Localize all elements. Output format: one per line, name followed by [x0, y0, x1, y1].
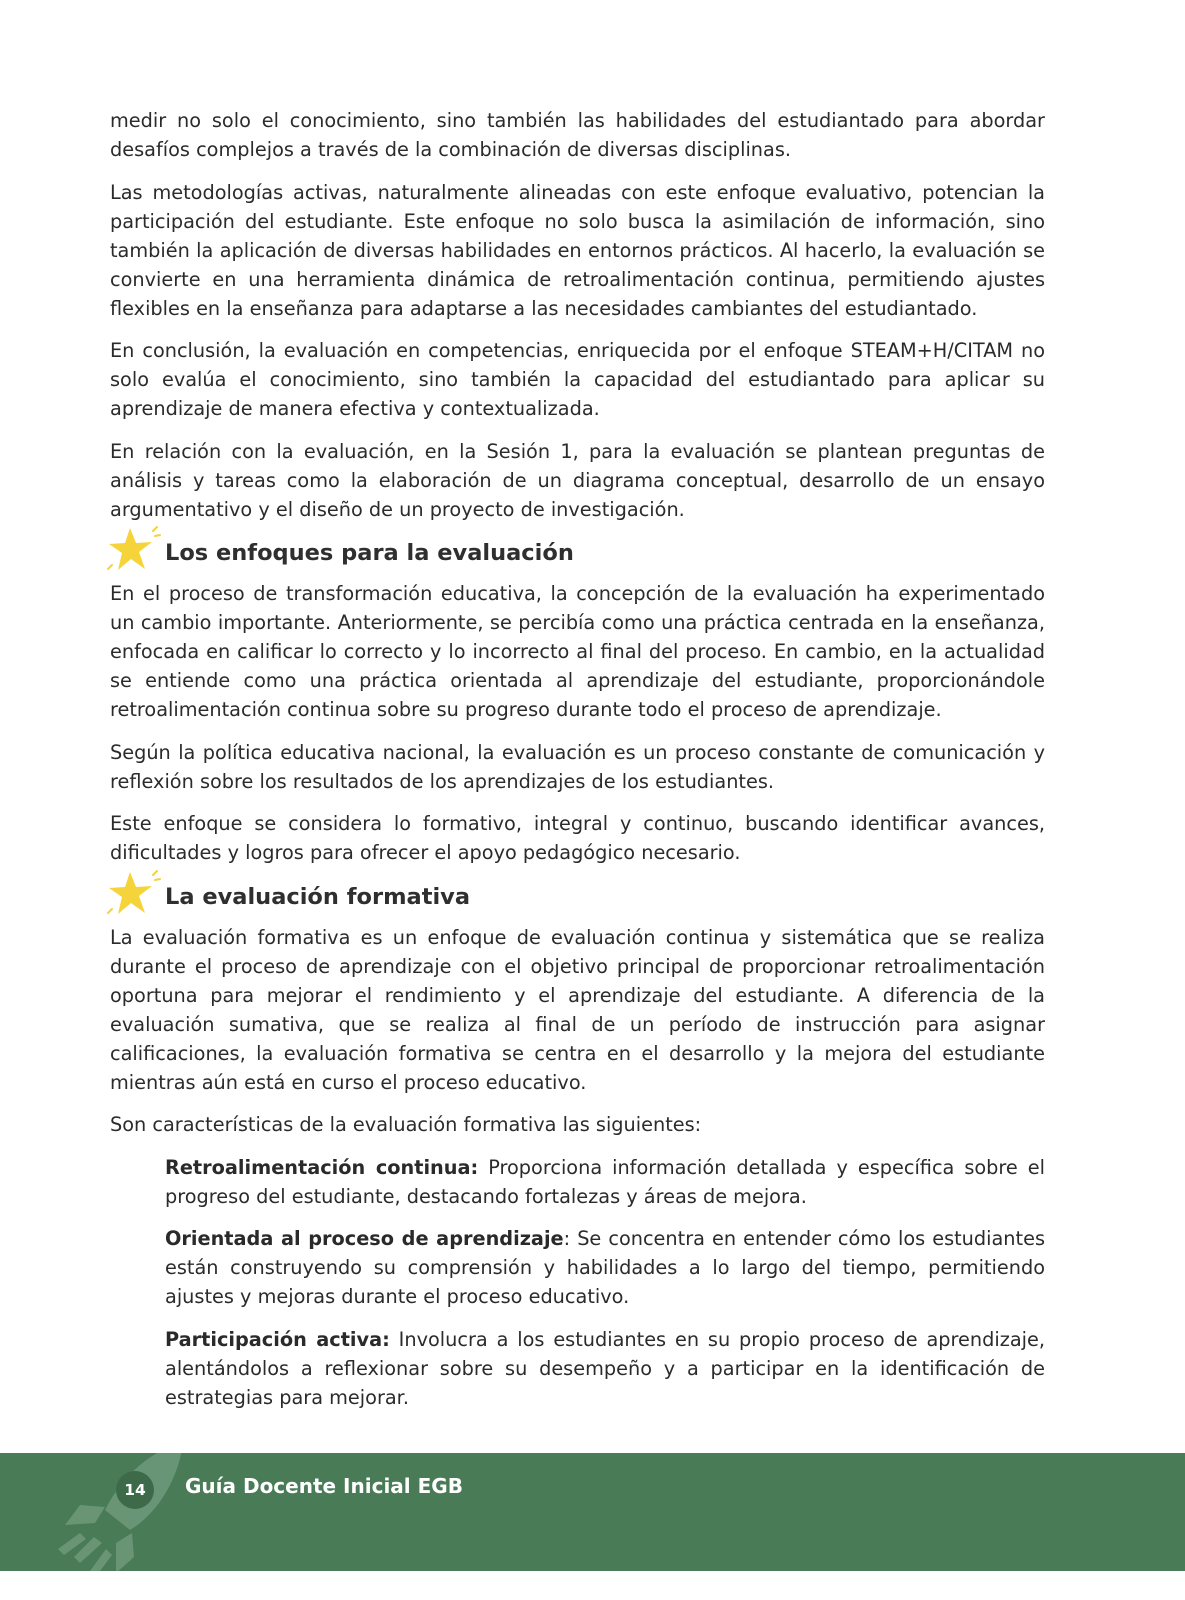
list-item-term: Participación activa:	[165, 1327, 390, 1351]
page-number: 14	[116, 1471, 154, 1509]
list-item-text: Proporciona información detallada y específica sobre el progreso del estudiante, destacando fortalezas y áreas de mejora.	[165, 1155, 1045, 1208]
section-heading-formativa	[110, 879, 1045, 915]
paragraph: Son características de la evaluación formativa las siguientes:	[110, 1113, 702, 1136]
list-item	[165, 1153, 1045, 1211]
star-icon	[106, 869, 162, 923]
list-item-term: Orientada al proceso de aprendizaje	[165, 1227, 564, 1250]
section-title: La evaluación formativa	[165, 883, 471, 910]
list-item-term: Retroalimentación continua:	[165, 1155, 479, 1179]
paragraph: La evaluación formativa es un enfoque de evaluación continua y sistemática que se realiza durante el proceso de aprendizaje con el objetivo principal de proporcionar retroalimentación oportuna para mejorar el rendimiento y el aprendizaje del estudiante. A diferencia de la evaluación sumativa, que se realiza al final de un período de instrucción para asignar calificaciones, la evaluación formativa se centra en el desarrollo y la mejora del estudiante mientras aún está en curso el proceso educativo.	[110, 925, 1045, 1094]
list-item-text: Involucra a los estudiantes en su propio proceso de aprendizaje, alentándolos a reflexionar sobre su desempeño y a participar en la identificación de estrategias para mejorar.	[165, 1327, 1046, 1409]
page-footer	[0, 1453, 1185, 1571]
list-item	[165, 1224, 1045, 1311]
page-content	[110, 106, 1045, 1425]
section-title: Los enfoques para la evaluación	[165, 540, 574, 566]
paragraph: medir no solo el conocimiento, sino también las habilidades del estudiantado para abordar desafíos complejos a través de la combinación de diversas disciplinas.	[110, 109, 1045, 161]
paragraph: Este enfoque se considera lo formativo, integral y continuo, buscando identificar avances, dificultades y logros para ofrecer el apoyo pedagógico necesario.	[110, 812, 1045, 864]
list-item-text: : Se concentra en entender cómo los estudiantes están construyendo su comprensión y habilidades a lo largo del tiempo, permitiendo ajustes y mejoras durante el proceso educativo.	[165, 1227, 1045, 1308]
section-heading-enfoques	[110, 535, 1045, 571]
rocket-icon	[50, 1453, 190, 1571]
paragraph: Las metodologías activas, naturalmente alineadas con este enfoque evaluativo, potencian la participación del estudiante. Este enfoque no solo busca la asimilación de información, sino también la aplicación de diversas habilidades en entornos prácticos. Al hacerlo, la evaluación se convierte en una herramienta dinámica de retroalimentación continua, permitiendo ajustes flexibles en la enseñanza para adaptarse a las necesidades cambiantes del estudiantado.	[110, 180, 1045, 320]
paragraph: En relación con la evaluación, en la Sesión 1, para la evaluación se plantean preguntas de análisis y tareas como la elaboración de un diagrama conceptual, desarrollo de un ensayo argumentativo y el diseño de un proyecto de investigación.	[110, 439, 1045, 521]
star-icon	[106, 525, 162, 579]
paragraph: Según la política educativa nacional, la evaluación es un proceso constante de comunicación y reflexión sobre los resultados de los aprendizajes de los estudiantes.	[110, 740, 1045, 793]
paragraph: En el proceso de transformación educativa, la concepción de la evaluación ha experimentado un cambio importante. Anteriormente, se percibía como una práctica centrada en la enseñanza, enfocada en calificar lo correcto y lo incorrecto al final del proceso. En cambio, en la actualidad se entiende como una práctica orientada al aprendizaje del estudiante, proporcionándole retroalimentación continua sobre su progreso durante todo el proceso de aprendizaje.	[110, 582, 1045, 721]
paragraph: En conclusión, la evaluación en competencias, enriquecida por el enfoque STEAM+H/CITAM no solo evalúa el conocimiento, sino también la capacidad del estudiantado para aplicar su aprendizaje de manera efectiva y contextualizada.	[110, 339, 1045, 420]
footer-title: Guía Docente Inicial EGB	[185, 1474, 463, 1498]
list-item	[165, 1325, 1045, 1412]
characteristics-list	[110, 1153, 1045, 1412]
